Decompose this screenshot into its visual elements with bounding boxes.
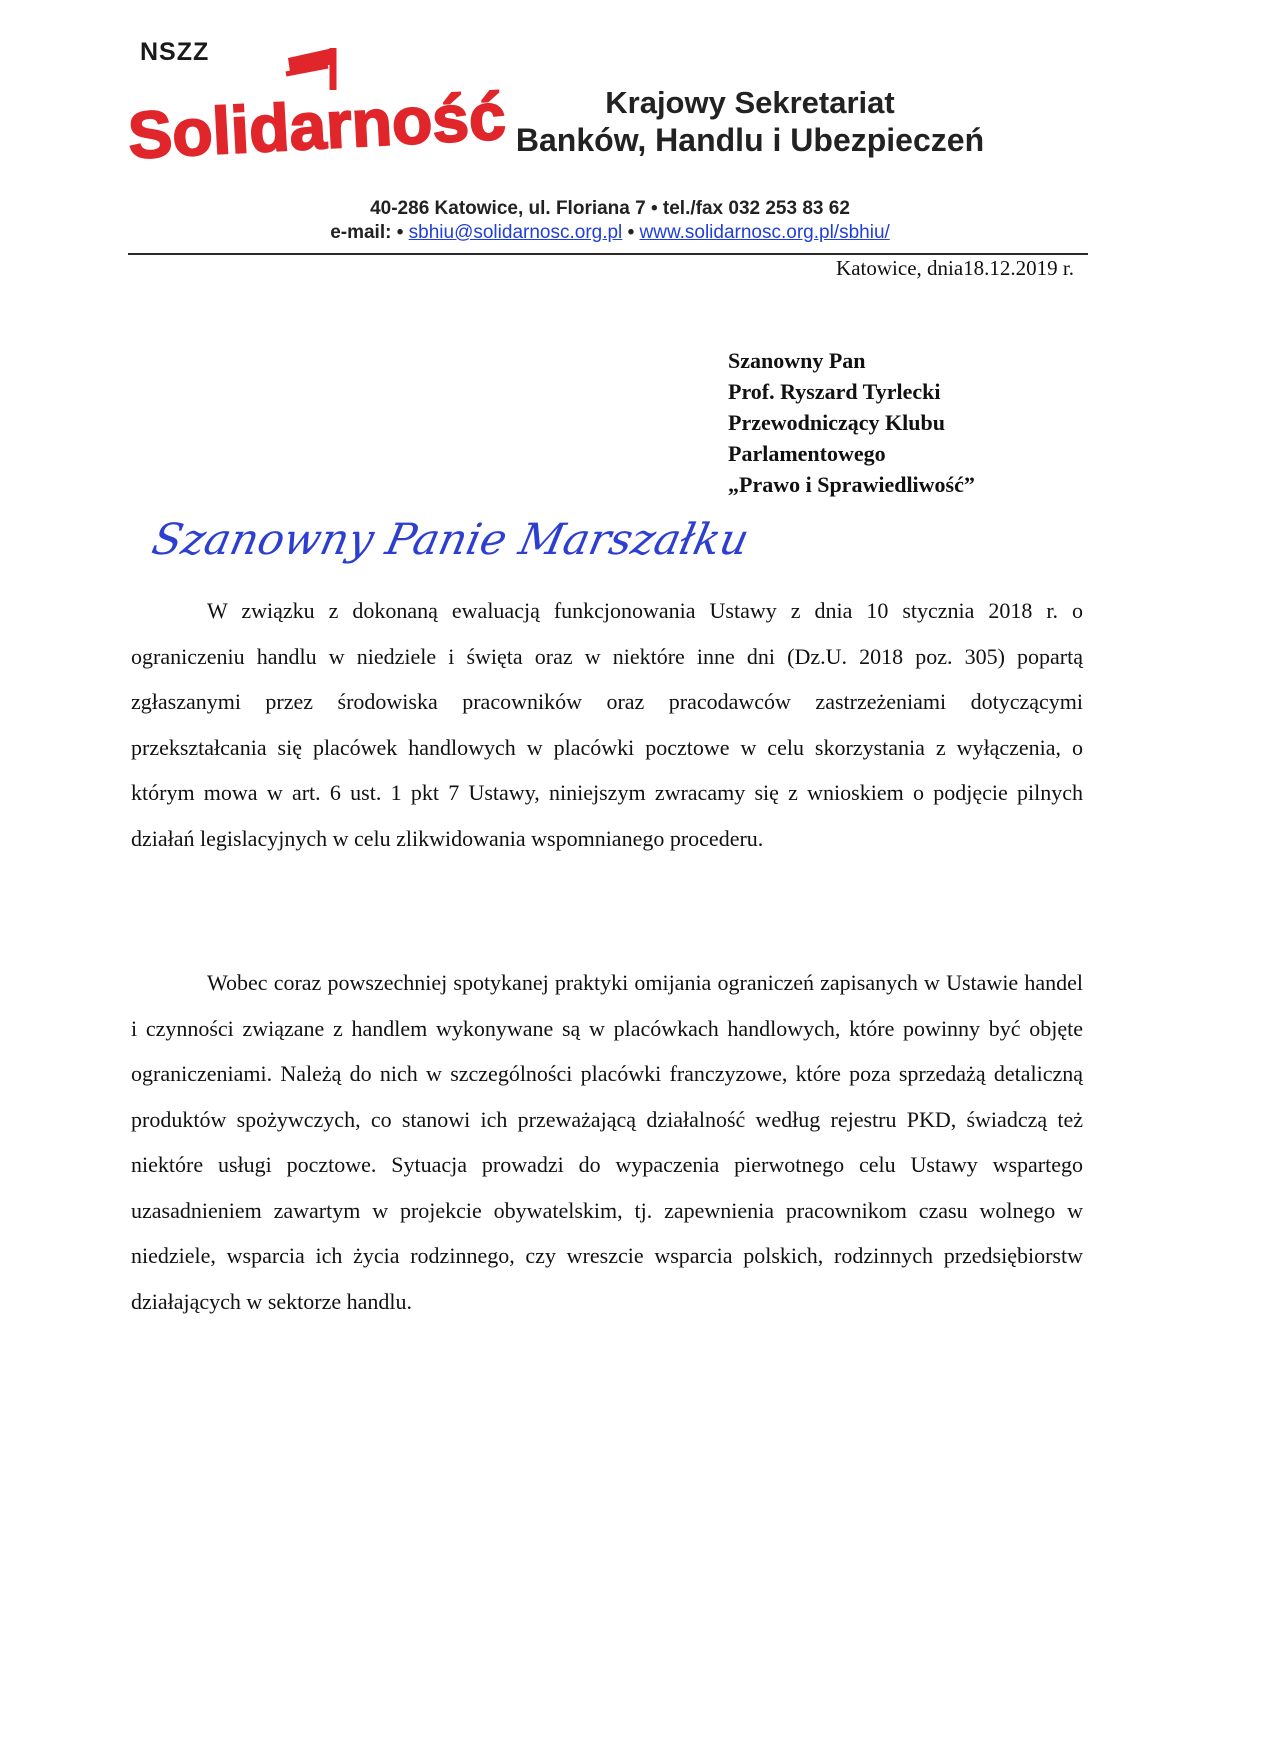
- body-paragraph-2: [131, 960, 1083, 1324]
- solidarnosc-logo: [126, 38, 508, 173]
- header-divider: [128, 253, 1088, 255]
- recipient-line: „Prawo i Sprawiedliwość”: [728, 472, 975, 497]
- handwritten-salutation: [147, 488, 754, 598]
- address-line: 40-286 Katowice, ul. Floriana 7 • tel./fax 032 253 83 62: [370, 198, 850, 219]
- contact-block: [130, 197, 1090, 245]
- organization-title: [470, 84, 1030, 160]
- logo-nszz-text: NSZZ: [140, 38, 210, 66]
- separator-bullet: •: [627, 222, 635, 243]
- recipient-line: Szanowny Pan: [728, 348, 866, 373]
- solidarnosc-logo-graphic: [126, 38, 508, 173]
- recipient-line: Przewodniczący Klubu: [728, 410, 945, 435]
- recipient-line: Prof. Ryszard Tyrlecki: [728, 379, 941, 404]
- body-paragraph-1: [131, 588, 1083, 861]
- logo-solidarnosc-word: Solidarność: [126, 78, 508, 173]
- recipient-block: [728, 345, 975, 500]
- letter-date: Katowice, dnia18.12.2019 r.: [836, 256, 1074, 280]
- email-label: e-mail: •: [330, 222, 404, 243]
- org-title-line1: Krajowy Sekretariat: [605, 85, 895, 120]
- paragraph-text: Wobec coraz powszechniej spotykanej praktyki omijania ograniczeń zapisanych w Ustawie handel i czynności związane z handlem wykonywane są w placówkach handlowych, które powinny być objęte ograniczeniami. Należą do nich w szczególności placówki franczyzowe, które poza sprzedażą detaliczną produktów spożywczych, co stanowi ich przeważającą działalność według rejestru PKD, świadczą też niektóre usługi pocztowe. Sytuacja prowadzi do wypaczenia pierwotnego celu Ustawy wspartego uzasadnieniem zawartym w projekcie obywatelskim, tj. zapewnienia pracownikom czasu wolnego w niedziele, wsparcia ich życia rodzinnego, czy wreszcie wsparcia polskich, rodzinnych przedsiębiorstw działających w sektorze handlu.: [131, 970, 1083, 1314]
- handwritten-salutation-text: Szanowny Panie Marszałku: [147, 515, 754, 565]
- org-title-line2: Banków, Handlu i Ubezpieczeń: [515, 122, 985, 159]
- paragraph-text: W związku z dokonaną ewaluacją funkcjonowania Ustawy z dnia 10 stycznia 2018 r. o ograniczeniu handlu w niedziele i święta oraz w niektóre inne dni (Dz.U. 2018 poz. 305) popartą zgłaszanymi przez środowiska pracowników oraz pracodawców zastrzeżeniami dotyczącymi przekształcania się placówek handlowych w placówki pocztowe w celu skorzystania z wyłączenia, o którym mowa w art. 6 ust. 1 pkt 7 Ustawy, niniejszym zwracamy się z wnioskiem o podjęcie pilnych działań legislacyjnych w celu zlikwidowania wspomnianego procederu.: [131, 598, 1083, 851]
- email-web-line: [130, 221, 1090, 245]
- email-link[interactable]: sbhiu@solidarnosc.org.pl: [408, 222, 623, 243]
- recipient-line: Parlamentowego: [728, 441, 886, 466]
- website-link[interactable]: www.solidarnosc.org.pl/sbhiu/: [639, 222, 890, 243]
